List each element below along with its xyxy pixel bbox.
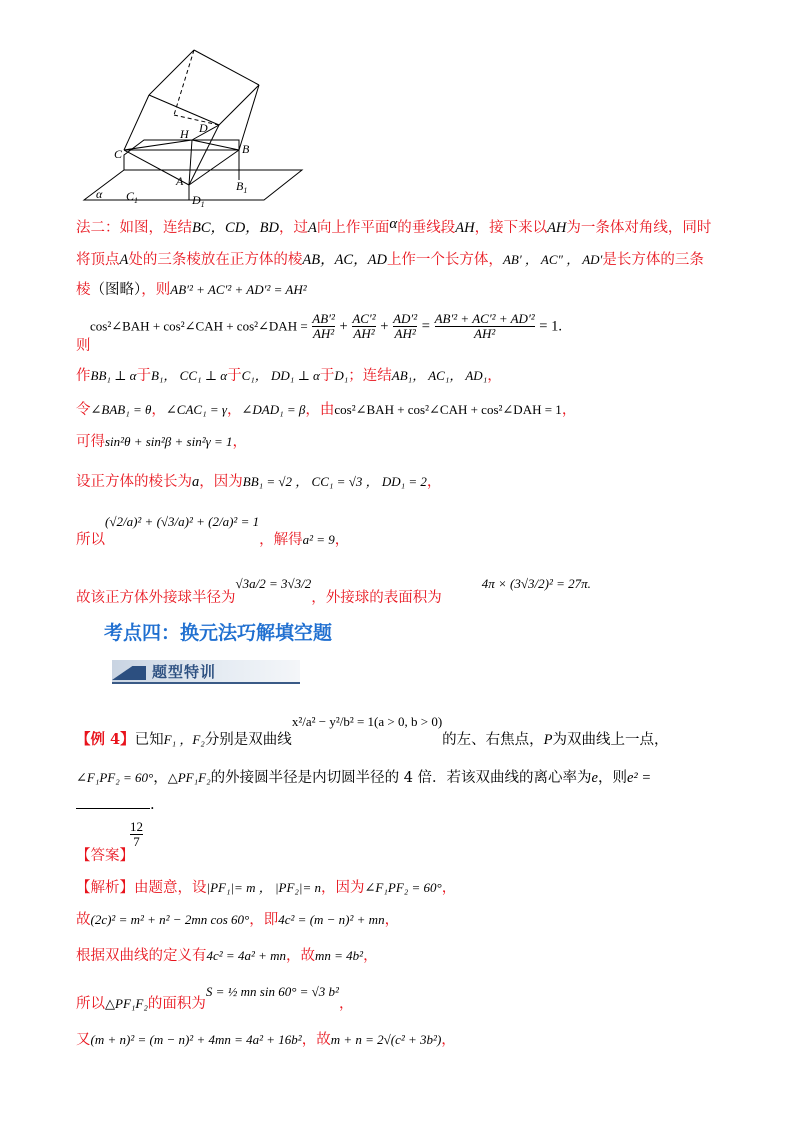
section-heading: 考点四：换元法巧解填空题: [104, 622, 333, 644]
example4-blank: .: [76, 794, 155, 815]
label-alpha: α: [96, 187, 103, 201]
label-h: H: [180, 127, 189, 141]
method2-line2: 将顶点A处的三条棱放在正方体的棱AB，AC，AD上作一个长方体，AB′ ， AC″ ， AD′是长方体的三条: [76, 252, 704, 268]
example4-line1: 【例 4】已知F₁ ，F₂分别是双曲线x²/a² − y²/b² = 1(a > 0, b > 0)的左、右焦点，P为双曲线上一点，: [76, 714, 669, 748]
method2-line10: 故该正方体外接球半径为√3a/2 = 3√3/2，外接球的表面积为4π × (3√3/2)² = 27π.: [76, 576, 591, 606]
analysis-line3: 根据双曲线的定义有4c² = 4a² + mn，故mn = 4b²，: [76, 948, 378, 964]
label-d: D: [199, 121, 208, 135]
label-b1: $B_1$: [236, 179, 248, 195]
method2-line4: cos²∠BAH + cos²∠CAH + cos²∠DAH = $\frac{\text{AB′²}}{\text{AH²}}$ + $\frac{\text{AC′²}}{\text{AH²}}$ + $\frac{\text{AD′²}}{\text{AH²}}$ = $\frac{\text{AB′² + AC′² + AD′²}}{\text{AH²}}$ = 1.: [90, 311, 562, 341]
method2-ze: 则: [76, 338, 91, 354]
label-c: C: [114, 147, 123, 161]
method2-line5: 作BB₁ ⊥ α于B₁， CC₁ ⊥ α于C₁， DD₁ ⊥ α于D₁；连结AB₁， AC₁， AD₁，: [76, 368, 502, 384]
method2-line9: 所以(√2/a)² + (√3/a)² + (2/a)² = 1，解得a² = 9，: [76, 514, 350, 548]
banner-label: 题型特训: [152, 663, 217, 681]
analysis-line5: 又(m + n)² = (m − n)² + 4mn = 4a² + 16b²，故m + n = 2√(c² + 3b²)，: [76, 1032, 456, 1048]
answer-fraction: $\frac{12}{7}$: [130, 819, 143, 849]
analysis-line4: 所以△PF₁F₂的面积为S = ½ mn sin 60° = √3 b²，: [76, 984, 354, 1012]
frac-4: $\frac{\text{AB′² + AC′² + AD′²}}{\text{AH²}}$: [434, 311, 535, 341]
frac-3: $\frac{\text{AD′²}}{\text{AH²}}$: [393, 311, 418, 341]
label-d1: $D_1$: [192, 193, 205, 209]
banner-triangle-icon: [112, 666, 146, 680]
label-b: B: [242, 142, 250, 156]
label-c1: $C_1$: [126, 189, 139, 205]
frac-1: $\frac{\text{AB′²}}{\text{AH²}}$: [312, 311, 335, 341]
method2-line3: 棱（图略），则AB′² + AC′² + AD′² = AH²: [76, 282, 307, 298]
answer-tag: 【答案】: [76, 848, 134, 864]
analysis-line2: 故(2c)² = m² + n² − 2mn cos 60°，即4c² = (m − n)² + mn，: [76, 912, 400, 928]
method2-line6: 令∠BAB₁ = θ，∠CAC₁ = γ，∠DAD₁ = β，由cos²∠BAH + cos²∠CAH + cos²∠DAH = 1，: [76, 402, 577, 418]
frac-2: $\frac{\text{AC′²}}{\text{AH²}}$: [352, 311, 376, 341]
method2-line7: 可得sin²θ + sin²β + sin²γ = 1，: [76, 434, 248, 450]
cube-figure: [74, 40, 304, 210]
topic-banner: [112, 660, 300, 684]
method2-line1: 法二：如图，连结BC，CD，BD，过A向上作平面α的垂线段AH，接下来以AH为一条体对角线，同时: [76, 216, 712, 236]
method2-line8: 设正方体的棱长为a，因为BB₁ = √2 ， CC₁ = √3 ， DD₁ = 2，: [76, 474, 442, 490]
label-a: A: [176, 174, 184, 188]
example4-line2: ∠F₁PF₂ = 60°，△PF₁F₂的外接圆半径是内切圆半径的 4 倍．若该双曲线的离心率为e，则e² =: [76, 770, 652, 786]
analysis-line1: 【解析】由题意，设|PF₁|= m ， |PF₂|= n，因为∠F₁PF₂ = 60°，: [76, 880, 457, 896]
answer-blank: [76, 794, 150, 809]
